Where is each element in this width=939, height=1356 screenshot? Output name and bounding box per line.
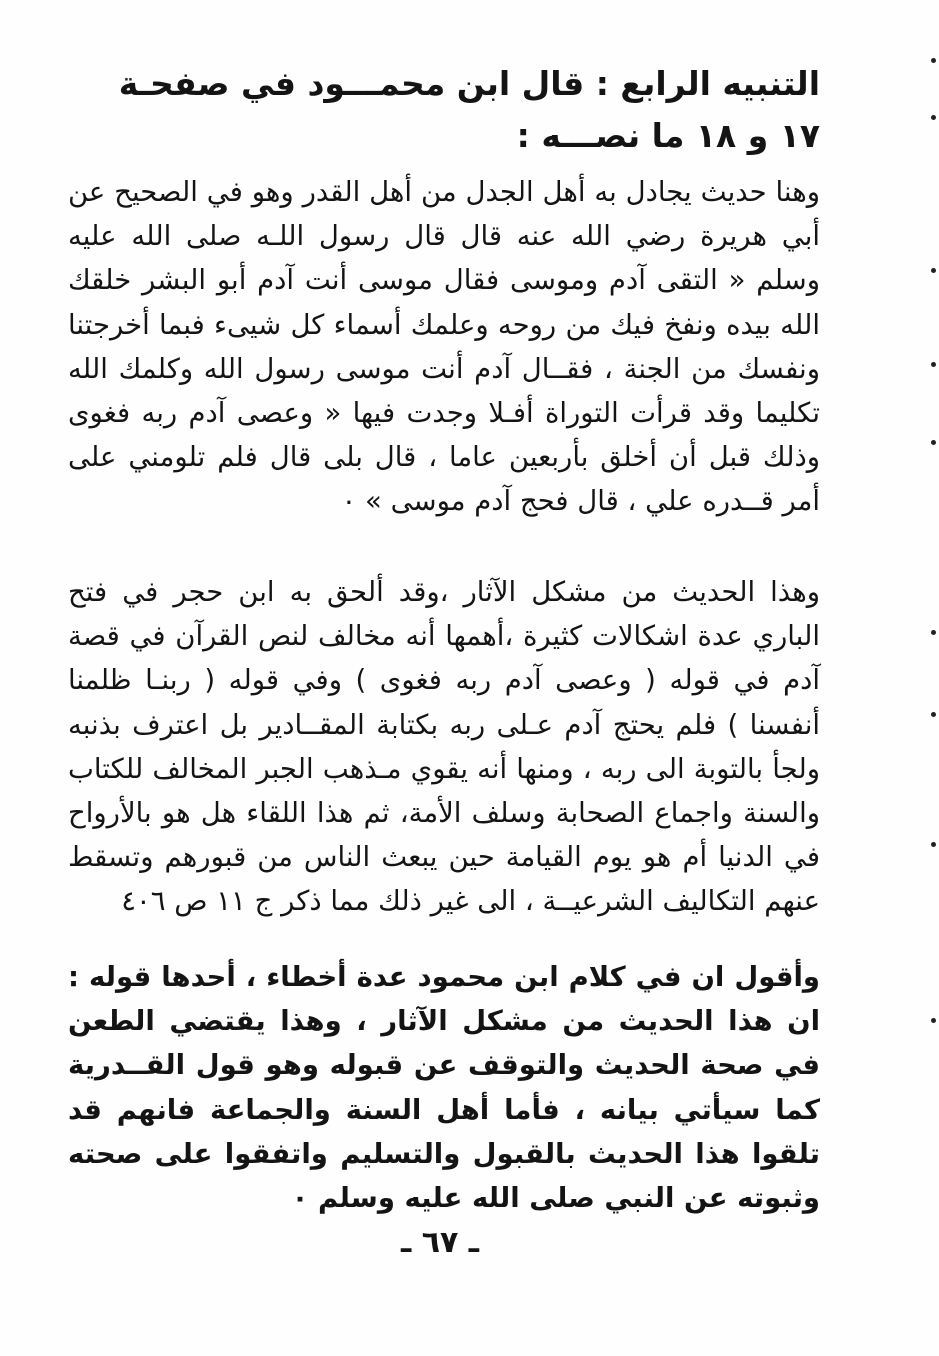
scan-margin-marks — [925, 0, 939, 1356]
margin-dot — [931, 58, 936, 63]
section-heading: التنبيه الرابع : قال ابن محمـــود في صفحـة ١٧ و ١٨ ما نصـــه : — [118, 64, 820, 155]
margin-dot — [931, 362, 936, 367]
margin-dot — [931, 440, 936, 445]
page-number: ـ ٦٧ ـ — [400, 1225, 480, 1260]
paragraph-response-text: ان في كلام ابن محمود عدة أخطاء ، أحدها قوله : ان هذا الحديث من مشكل الآثار ، وهذا يقتضي الطعن في صحة الحديث والتوقف عن قبوله وهو قول القــدرية كما سيأتي بيانه ، فأما أهل السنة والجماعة فانهم قد تلقوا هذا الحديث بالقبول والتسليم واتفقوا على صحته وثبوته عن النبي صلى الله عليه وسلم ٠ — [68, 961, 820, 1215]
margin-dot — [931, 712, 936, 717]
margin-dot — [931, 268, 936, 273]
margin-dot — [931, 842, 936, 847]
margin-dot — [931, 630, 936, 635]
paragraph-hadith: وهنا حديث يجادل به أهل الجدل من أهل القدر وهو في الصحيح عن أبي هريرة رضي الله عنه قال قال رسول اللـه صلى الله عليه وسلم « التقى آدم وموسى فقال موسى أنت آدم أبو البشر خلقك الله بيده ونفخ فيك من روحه وعلمك أسماء كل شيىء فبما أخرجتنا ونفسك من الجنة ، فقــال آدم أنت موسى رسول الله وكلمك الله تكليما وقد قرأت التوراة أفـلا وجدت فيها « وعصى آدم ربه فغوى وذلك قبل أن أخلق بأربعين عاما ، قال بلى قال فلم تلومني على أمر قــدره علي ، قال فحج آدم موسى » ٠ — [68, 176, 820, 518]
paragraph-response — [68, 955, 820, 1220]
margin-dot — [931, 115, 936, 120]
paragraph-commentary: وهذا الحديث من مشكل الآثار ،وقد ألحق به ابن حجر في فتح الباري عدة اشكالات كثيرة ،أهمها أنه مخالف لنص القرآن في قصة آدم في قوله ( وعصى آدم ربه فغوى ) وفي قوله ( ربنـا ظلمنا أنفسنا ) فلم يحتج آدم عـلى ربه بكتابة المقــادير بل اعترف بذنبه ولجأ بالتوبة الى ربه ، ومنها أنه يقوي مـذهب الجبر المخالف للكتاب والسنة واجماع الصحابة وسلف الأمة، ثم هذا اللقاء هل هو بالأرواح في الدنيا أم هو يوم القيامة حين يبعث الناس من قبورهم وتسقط عنهم التكاليف الشرعيــة ، الى غير ذلك مما ذكر ج ١١ ص ٤٠٦ — [68, 576, 820, 918]
margin-dot — [931, 1018, 936, 1023]
paragraph-lead-word: وأقول — [734, 961, 820, 993]
